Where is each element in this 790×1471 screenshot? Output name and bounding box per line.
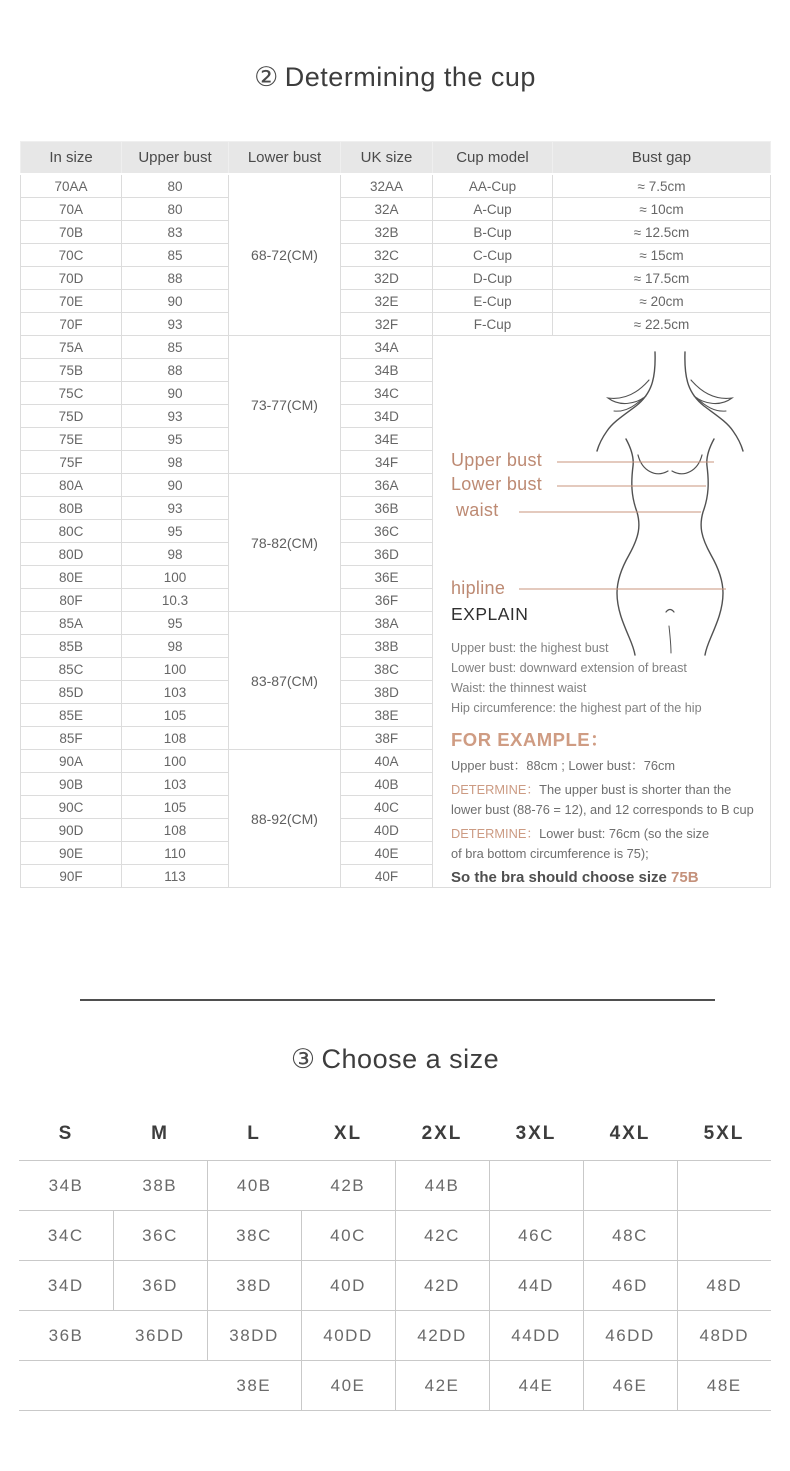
upper-bust-cell: 100 bbox=[122, 658, 229, 681]
size-cell: 48D bbox=[677, 1261, 771, 1311]
cup-table-header: UK size bbox=[341, 142, 433, 175]
in-size-cell: 85D bbox=[21, 681, 122, 704]
in-size-cell: 90F bbox=[21, 865, 122, 888]
size-col-header: 5XL bbox=[677, 1108, 771, 1161]
size-cell: 48DD bbox=[677, 1311, 771, 1361]
bust-gap-cell: ≈ 15cm bbox=[553, 244, 771, 267]
in-size-cell: 90A bbox=[21, 750, 122, 773]
upper-bust-figure-label: Upper bust bbox=[451, 450, 543, 470]
determine-1: DETERMINE：The upper bust is shorter than the lower bust (88-76 = 12), and 12 corresponds to B cup bbox=[451, 782, 754, 817]
in-size-cell: 70A bbox=[21, 198, 122, 221]
determine-label: DETERMINE： bbox=[451, 782, 540, 797]
cup-table-header: Bust gap bbox=[553, 142, 771, 175]
upper-bust-cell: 108 bbox=[122, 819, 229, 842]
size-cell: 48C bbox=[583, 1211, 677, 1261]
table-row bbox=[19, 1261, 771, 1311]
size-cell: 38C bbox=[207, 1211, 301, 1261]
size-cell: 36DD bbox=[113, 1311, 207, 1361]
size-cell: 48E bbox=[677, 1361, 771, 1411]
size-cell: 42DD bbox=[395, 1311, 489, 1361]
cup-size-table bbox=[20, 141, 771, 888]
hipline-figure-label: hipline bbox=[451, 578, 506, 598]
uk-size-cell: 32C bbox=[341, 244, 433, 267]
uk-size-cell: 38C bbox=[341, 658, 433, 681]
uk-size-cell: 34E bbox=[341, 428, 433, 451]
upper-bust-cell: 80 bbox=[122, 198, 229, 221]
size-cell: 38DD bbox=[207, 1311, 301, 1361]
size-cell: 42B bbox=[301, 1161, 395, 1211]
lower-bust-range-cell: 83-87(CM) bbox=[229, 612, 341, 750]
bust-gap-cell: ≈ 17.5cm bbox=[553, 267, 771, 290]
in-size-cell: 80F bbox=[21, 589, 122, 612]
uk-size-cell: 40D bbox=[341, 819, 433, 842]
upper-bust-cell: 113 bbox=[122, 865, 229, 888]
uk-size-cell: 32AA bbox=[341, 174, 433, 198]
in-size-cell: 80E bbox=[21, 566, 122, 589]
uk-size-cell: 34A bbox=[341, 336, 433, 359]
size-section-number: ③ bbox=[290, 1044, 316, 1074]
in-size-cell: 75E bbox=[21, 428, 122, 451]
example-block bbox=[451, 756, 769, 892]
bust-gap-cell: ≈ 10cm bbox=[553, 198, 771, 221]
cup-model-cell: C-Cup bbox=[433, 244, 553, 267]
lower-bust-range-cell: 73-77(CM) bbox=[229, 336, 341, 474]
uk-size-cell: 34D bbox=[341, 405, 433, 428]
uk-size-cell: 34C bbox=[341, 382, 433, 405]
in-size-cell: 75F bbox=[21, 451, 122, 474]
table-row bbox=[19, 1161, 771, 1211]
recommended-size: 75B bbox=[671, 869, 699, 886]
table-row bbox=[21, 174, 771, 198]
size-col-header: XL bbox=[301, 1108, 395, 1161]
cup-table-header: Lower bust bbox=[229, 142, 341, 175]
uk-size-cell: 40A bbox=[341, 750, 433, 773]
uk-size-cell: 38F bbox=[341, 727, 433, 750]
table-row bbox=[21, 198, 771, 221]
size-cell: 36B bbox=[19, 1311, 113, 1361]
explain-line: Hip circumference: the highest part of the hip bbox=[451, 701, 702, 715]
in-size-cell: 90C bbox=[21, 796, 122, 819]
in-size-cell: 75D bbox=[21, 405, 122, 428]
uk-size-cell: 40E bbox=[341, 842, 433, 865]
size-section-title bbox=[0, 1044, 790, 1075]
size-col-header: 2XL bbox=[395, 1108, 489, 1161]
upper-bust-cell: 103 bbox=[122, 681, 229, 704]
size-cell: 44DD bbox=[489, 1311, 583, 1361]
table-row bbox=[21, 221, 771, 244]
upper-bust-cell: 10.3 bbox=[122, 589, 229, 612]
lower-bust-figure-label: Lower bust bbox=[451, 474, 543, 494]
upper-bust-cell: 88 bbox=[122, 267, 229, 290]
cup-model-cell: B-Cup bbox=[433, 221, 553, 244]
in-size-cell: 90B bbox=[21, 773, 122, 796]
in-size-cell: 70D bbox=[21, 267, 122, 290]
upper-bust-cell: 93 bbox=[122, 405, 229, 428]
size-cell: 34D bbox=[19, 1261, 113, 1311]
size-section-label: Choose a size bbox=[321, 1044, 500, 1074]
bust-gap-cell: ≈ 7.5cm bbox=[553, 174, 771, 198]
cup-table-header: Upper bust bbox=[122, 142, 229, 175]
size-table-header-row bbox=[19, 1108, 771, 1161]
in-size-cell: 85E bbox=[21, 704, 122, 727]
in-size-cell: 80B bbox=[21, 497, 122, 520]
in-size-cell: 75B bbox=[21, 359, 122, 382]
upper-bust-cell: 95 bbox=[122, 612, 229, 635]
uk-size-cell: 32B bbox=[341, 221, 433, 244]
cup-model-cell: AA-Cup bbox=[433, 174, 553, 198]
size-col-header: M bbox=[113, 1108, 207, 1161]
table-row bbox=[21, 244, 771, 267]
size-cell: 42E bbox=[395, 1361, 489, 1411]
size-cell: 40D bbox=[301, 1261, 395, 1311]
uk-size-cell: 40B bbox=[341, 773, 433, 796]
in-size-cell: 85F bbox=[21, 727, 122, 750]
table-row bbox=[19, 1211, 771, 1261]
size-cell: 40DD bbox=[301, 1311, 395, 1361]
size-cell: 40B bbox=[207, 1161, 301, 1211]
section-divider bbox=[80, 999, 715, 1001]
size-cell: 46D bbox=[583, 1261, 677, 1311]
determine-2: DETERMINE：Lower bust: 76cm (so the size of bra bottom circumference is 75); bbox=[451, 826, 710, 861]
uk-size-cell: 32D bbox=[341, 267, 433, 290]
in-size-cell: 90E bbox=[21, 842, 122, 865]
cup-model-cell: E-Cup bbox=[433, 290, 553, 313]
uk-size-cell: 36E bbox=[341, 566, 433, 589]
upper-bust-cell: 90 bbox=[122, 290, 229, 313]
cup-model-cell: F-Cup bbox=[433, 313, 553, 336]
size-cell: 36C bbox=[113, 1211, 207, 1261]
size-cell: 40C bbox=[301, 1211, 395, 1261]
explain-line: Upper bust: the highest bust bbox=[451, 641, 609, 655]
upper-bust-cell: 90 bbox=[122, 474, 229, 497]
uk-size-cell: 38B bbox=[341, 635, 433, 658]
upper-bust-cell: 100 bbox=[122, 750, 229, 773]
uk-size-cell: 38D bbox=[341, 681, 433, 704]
uk-size-cell: 34B bbox=[341, 359, 433, 382]
uk-size-cell: 40C bbox=[341, 796, 433, 819]
upper-bust-cell: 80 bbox=[122, 174, 229, 198]
cup-section-label: Determining the cup bbox=[284, 62, 536, 92]
in-size-cell: 80C bbox=[21, 520, 122, 543]
upper-bust-cell: 83 bbox=[122, 221, 229, 244]
explain-title: EXPLAIN bbox=[451, 604, 529, 624]
upper-bust-cell: 103 bbox=[122, 773, 229, 796]
in-size-cell: 80D bbox=[21, 543, 122, 566]
determine-label: DETERMINE： bbox=[451, 826, 540, 841]
table-row bbox=[21, 267, 771, 290]
for-example-title: FOR EXAMPLE： bbox=[451, 729, 610, 750]
upper-bust-cell: 98 bbox=[122, 451, 229, 474]
size-cell bbox=[489, 1161, 583, 1211]
size-cell bbox=[19, 1361, 113, 1411]
size-cell: 44D bbox=[489, 1261, 583, 1311]
in-size-cell: 70C bbox=[21, 244, 122, 267]
upper-bust-cell: 85 bbox=[122, 336, 229, 359]
cup-section-number: ② bbox=[254, 62, 279, 92]
cup-table-header: Cup model bbox=[433, 142, 553, 175]
size-cell bbox=[677, 1161, 771, 1211]
upper-bust-cell: 98 bbox=[122, 635, 229, 658]
lower-bust-range-cell: 88-92(CM) bbox=[229, 750, 341, 888]
in-size-cell: 70E bbox=[21, 290, 122, 313]
uk-size-cell: 32E bbox=[341, 290, 433, 313]
in-size-cell: 75C bbox=[21, 382, 122, 405]
upper-bust-cell: 95 bbox=[122, 520, 229, 543]
explain-line: Lower bust: downward extension of breast bbox=[451, 661, 687, 675]
size-cell: 34B bbox=[19, 1161, 113, 1211]
size-cell: 46C bbox=[489, 1211, 583, 1261]
upper-bust-cell: 90 bbox=[122, 382, 229, 405]
in-size-cell: 70AA bbox=[21, 174, 122, 198]
body-measurement-figure bbox=[433, 336, 771, 888]
cup-model-cell: D-Cup bbox=[433, 267, 553, 290]
in-size-cell: 90D bbox=[21, 819, 122, 842]
size-col-header: 3XL bbox=[489, 1108, 583, 1161]
size-cell: 42C bbox=[395, 1211, 489, 1261]
lower-bust-range-cell: 68-72(CM) bbox=[229, 174, 341, 336]
uk-size-cell: 36C bbox=[341, 520, 433, 543]
in-size-cell: 85A bbox=[21, 612, 122, 635]
size-cell: 42D bbox=[395, 1261, 489, 1311]
explain-line: Waist: the thinnest waist bbox=[451, 681, 587, 695]
upper-bust-cell: 93 bbox=[122, 313, 229, 336]
lower-bust-range-cell: 78-82(CM) bbox=[229, 474, 341, 612]
in-size-cell: 80A bbox=[21, 474, 122, 497]
upper-bust-cell: 105 bbox=[122, 704, 229, 727]
size-cell: 36D bbox=[113, 1261, 207, 1311]
size-cell: 46DD bbox=[583, 1311, 677, 1361]
size-cell bbox=[677, 1211, 771, 1261]
size-cell: 38E bbox=[207, 1361, 301, 1411]
uk-size-cell: 32A bbox=[341, 198, 433, 221]
uk-size-cell: 36B bbox=[341, 497, 433, 520]
conclusion: So the bra should choose size 75B bbox=[451, 869, 699, 886]
size-cell: 44B bbox=[395, 1161, 489, 1211]
in-size-cell: 70B bbox=[21, 221, 122, 244]
uk-size-cell: 32F bbox=[341, 313, 433, 336]
size-cell bbox=[583, 1161, 677, 1211]
size-cell: 44E bbox=[489, 1361, 583, 1411]
uk-size-cell: 34F bbox=[341, 451, 433, 474]
cup-model-cell: A-Cup bbox=[433, 198, 553, 221]
table-row bbox=[21, 336, 771, 359]
bust-gap-cell: ≈ 12.5cm bbox=[553, 221, 771, 244]
uk-size-cell: 36D bbox=[341, 543, 433, 566]
size-cell: 40E bbox=[301, 1361, 395, 1411]
in-size-cell: 85C bbox=[21, 658, 122, 681]
example-intro: Upper bust：88cm ; Lower bust：76cm bbox=[451, 758, 676, 773]
in-size-cell: 75A bbox=[21, 336, 122, 359]
choose-size-table bbox=[19, 1108, 771, 1411]
bust-gap-cell: ≈ 22.5cm bbox=[553, 313, 771, 336]
upper-bust-cell: 93 bbox=[122, 497, 229, 520]
upper-bust-cell: 88 bbox=[122, 359, 229, 382]
upper-bust-cell: 105 bbox=[122, 796, 229, 819]
in-size-cell: 70F bbox=[21, 313, 122, 336]
upper-bust-cell: 85 bbox=[122, 244, 229, 267]
bust-gap-cell: ≈ 20cm bbox=[553, 290, 771, 313]
explain-block bbox=[451, 604, 763, 718]
upper-bust-cell: 100 bbox=[122, 566, 229, 589]
size-cell: 38B bbox=[113, 1161, 207, 1211]
cup-table-header-row bbox=[21, 142, 771, 175]
upper-bust-cell: 98 bbox=[122, 543, 229, 566]
in-size-cell: 85B bbox=[21, 635, 122, 658]
uk-size-cell: 38E bbox=[341, 704, 433, 727]
waist-figure-label: waist bbox=[456, 500, 499, 520]
size-col-header: L bbox=[207, 1108, 301, 1161]
uk-size-cell: 36A bbox=[341, 474, 433, 497]
table-row bbox=[19, 1361, 771, 1411]
size-cell: 38D bbox=[207, 1261, 301, 1311]
upper-bust-cell: 110 bbox=[122, 842, 229, 865]
size-col-header: S bbox=[19, 1108, 113, 1161]
cup-section-title bbox=[0, 62, 790, 93]
upper-bust-cell: 95 bbox=[122, 428, 229, 451]
uk-size-cell: 38A bbox=[341, 612, 433, 635]
table-row bbox=[21, 313, 771, 336]
size-cell: 46E bbox=[583, 1361, 677, 1411]
cup-table-header: In size bbox=[21, 142, 122, 175]
size-col-header: 4XL bbox=[583, 1108, 677, 1161]
table-row bbox=[19, 1311, 771, 1361]
upper-bust-cell: 108 bbox=[122, 727, 229, 750]
table-row bbox=[21, 290, 771, 313]
size-cell bbox=[113, 1361, 207, 1411]
size-cell: 34C bbox=[19, 1211, 113, 1261]
uk-size-cell: 36F bbox=[341, 589, 433, 612]
figure-cell bbox=[433, 336, 771, 888]
uk-size-cell: 40F bbox=[341, 865, 433, 888]
